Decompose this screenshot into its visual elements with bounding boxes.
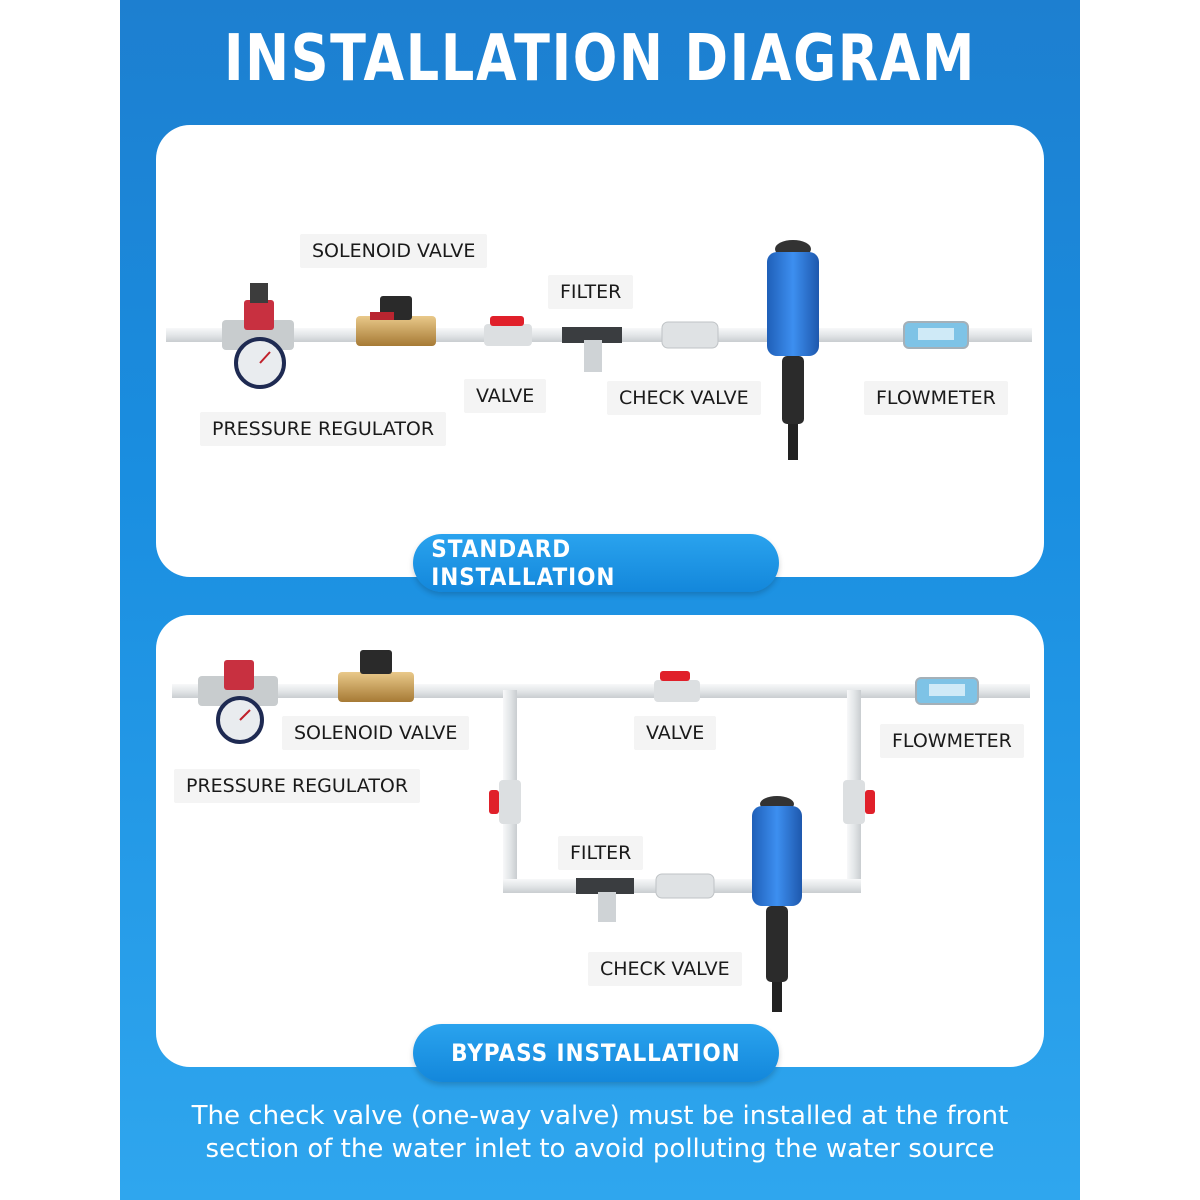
bypass-label-solenoid-valve: SOLENOID VALVE bbox=[282, 716, 469, 750]
bypass-valve bbox=[654, 671, 700, 702]
bypass-dosing-pump bbox=[752, 796, 802, 1012]
page-title: INSTALLATION DIAGRAM bbox=[224, 22, 976, 96]
standard-dosing-pump bbox=[767, 240, 819, 460]
bypass-pressure-regulator bbox=[198, 660, 278, 742]
standard-solenoid-valve bbox=[356, 296, 436, 346]
standard-label-flowmeter: FLOWMETER bbox=[864, 381, 1008, 415]
bypass-label-pressure-regulator: PRESSURE REGULATOR bbox=[174, 769, 420, 803]
installation-note-line-2: section of the water inlet to avoid polluting the water source bbox=[205, 1134, 995, 1164]
bypass-label-flowmeter: FLOWMETER bbox=[880, 724, 1024, 758]
bypass-solenoid-valve bbox=[338, 650, 414, 702]
standard-installation-label: STANDARD INSTALLATION bbox=[431, 535, 616, 591]
bypass-installation-label: BYPASS INSTALLATION bbox=[451, 1039, 741, 1067]
standard-label-valve: VALVE bbox=[464, 379, 546, 413]
standard-valve bbox=[484, 316, 532, 346]
standard-filter bbox=[562, 327, 622, 372]
standard-label-filter: FILTER bbox=[548, 275, 633, 309]
standard-pressure-regulator bbox=[222, 283, 294, 387]
bypass-label-valve: VALVE bbox=[634, 716, 716, 750]
bypass-installation-badge bbox=[413, 1024, 779, 1082]
bypass-right-valve bbox=[843, 780, 875, 824]
bypass-filter bbox=[576, 878, 634, 922]
installation-note bbox=[120, 1100, 1080, 1166]
bypass-flowmeter bbox=[916, 678, 978, 704]
bypass-left-valve bbox=[489, 780, 521, 824]
standard-label-pressure-regulator: PRESSURE REGULATOR bbox=[200, 412, 446, 446]
standard-label-check-valve: CHECK VALVE bbox=[607, 381, 761, 415]
standard-label-solenoid-valve: SOLENOID VALVE bbox=[300, 234, 487, 268]
standard-check-valve bbox=[662, 322, 718, 348]
installation-note-line-1: The check valve (one-way valve) must be installed at the front bbox=[191, 1101, 1009, 1131]
bypass-label-check-valve: CHECK VALVE bbox=[588, 952, 742, 986]
standard-flowmeter bbox=[904, 322, 968, 348]
bypass-label-filter: FILTER bbox=[558, 836, 643, 870]
bypass-check-valve bbox=[656, 874, 714, 898]
standard-installation-badge bbox=[413, 534, 779, 592]
